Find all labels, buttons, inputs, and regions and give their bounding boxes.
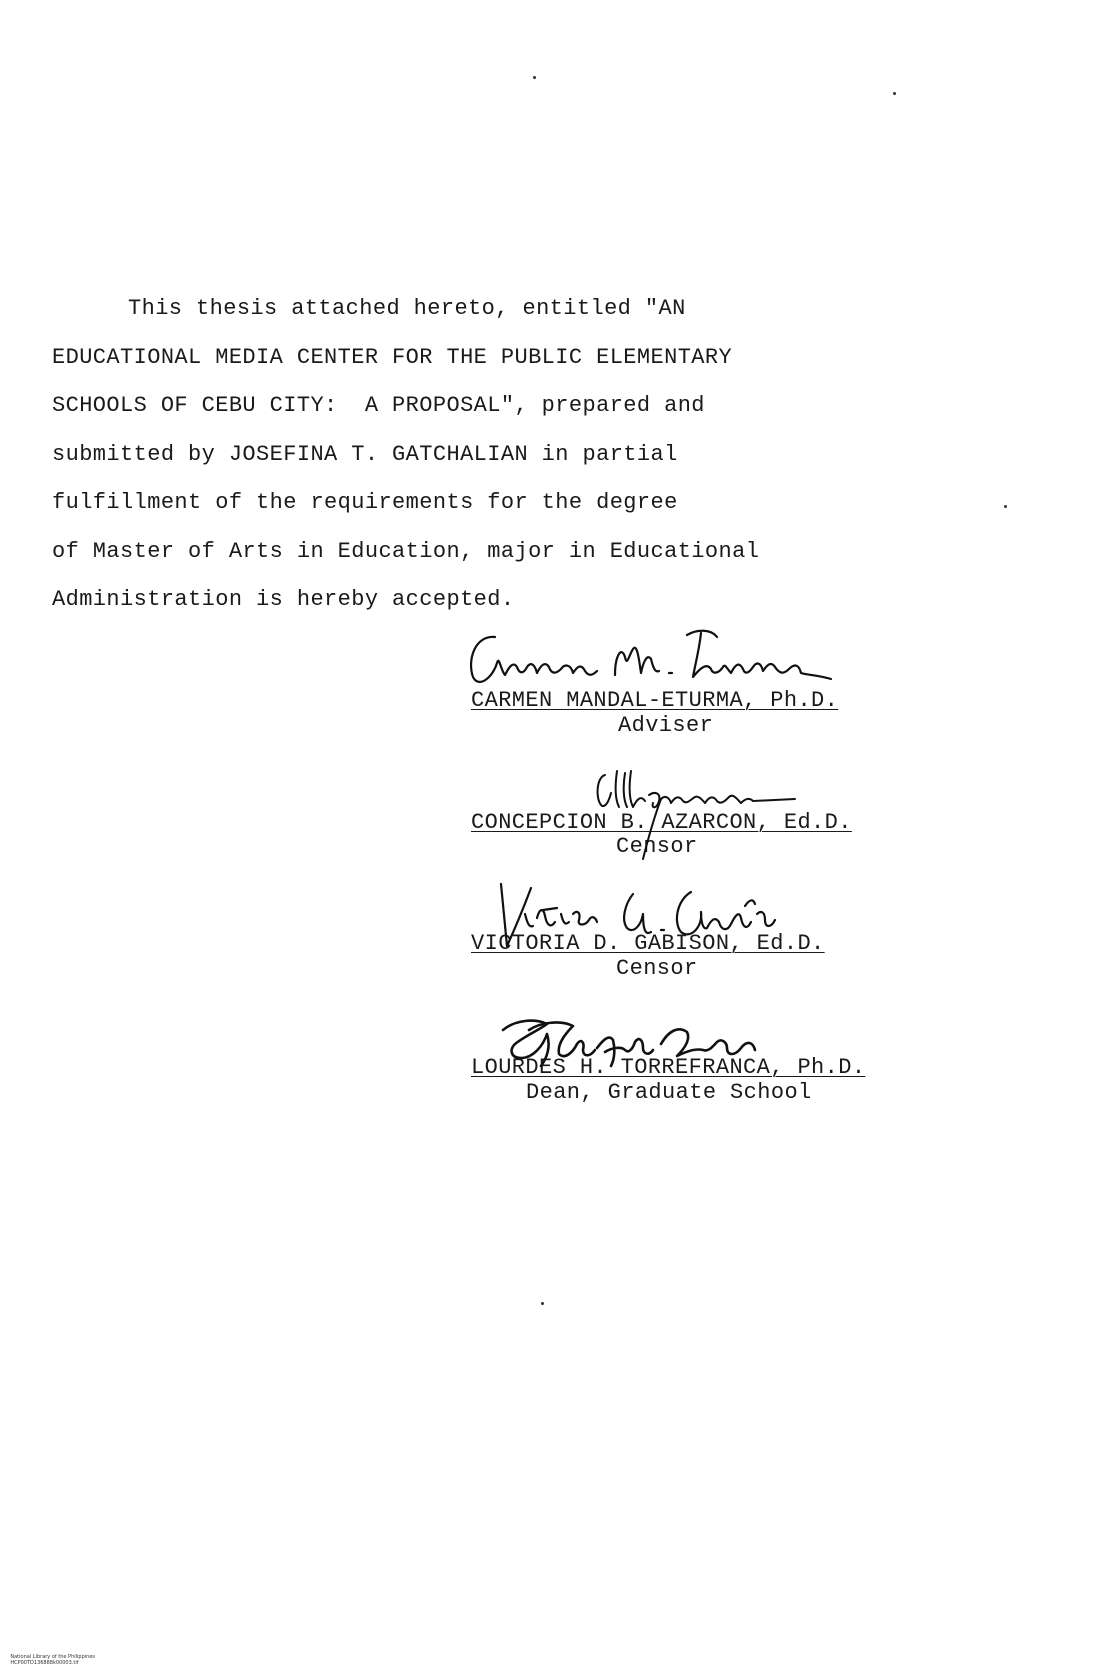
paragraph-line: This thesis attached hereto, entitled "AN (128, 296, 686, 321)
signature-block-adviser (465, 615, 925, 745)
footer-library: National Library of the Philippines (10, 1654, 95, 1660)
signatory-name: CARMEN MANDAL-ETURMA, Ph.D. (471, 688, 839, 713)
signature-stroke (625, 795, 685, 865)
signature-block-censor-1 (465, 755, 925, 865)
paragraph-line: fulfillment of the requirements for the degree (52, 490, 678, 515)
scan-speck (533, 76, 536, 79)
scan-speck (893, 92, 896, 95)
signature-block-censor-2 (465, 870, 925, 985)
signatory-name: CONCEPCION B. AZARCON, Ed.D. (471, 810, 852, 835)
signatory-role: Censor (616, 834, 698, 859)
handwritten-signature (465, 615, 865, 695)
acceptance-paragraph (52, 285, 872, 625)
paragraph-line: SCHOOLS OF CEBU CITY: A PROPOSAL", prepared and (52, 393, 705, 418)
paragraph-line: submitted by JOSEFINA T. GATCHALIAN in partial (52, 441, 678, 467)
footer-file-id: HCP00TD136888k00003.tif (10, 1660, 79, 1666)
signatory-role: Dean, Graduate School (526, 1080, 812, 1105)
paragraph-line: of Master of Arts in Education, major in Educational (52, 538, 760, 564)
scan-speck (541, 1302, 544, 1305)
scan-footer (4, 1648, 109, 1672)
handwritten-signature (465, 1000, 865, 1080)
signatory-role: Censor (616, 956, 698, 981)
signatory-name: VICTORIA D. GABISON, Ed.D. (471, 931, 825, 956)
signatory-role: Adviser (618, 713, 714, 738)
paragraph-line: Administration is hereby accepted. (52, 587, 515, 612)
paragraph-line: EDUCATIONAL MEDIA CENTER FOR THE PUBLIC ELEMENTARY (52, 344, 733, 370)
scan-speck (1004, 505, 1007, 508)
signature-block-dean (465, 1000, 925, 1115)
signatory-name: LOURDES H. TORREFRANCA, Ph.D. (471, 1055, 866, 1080)
